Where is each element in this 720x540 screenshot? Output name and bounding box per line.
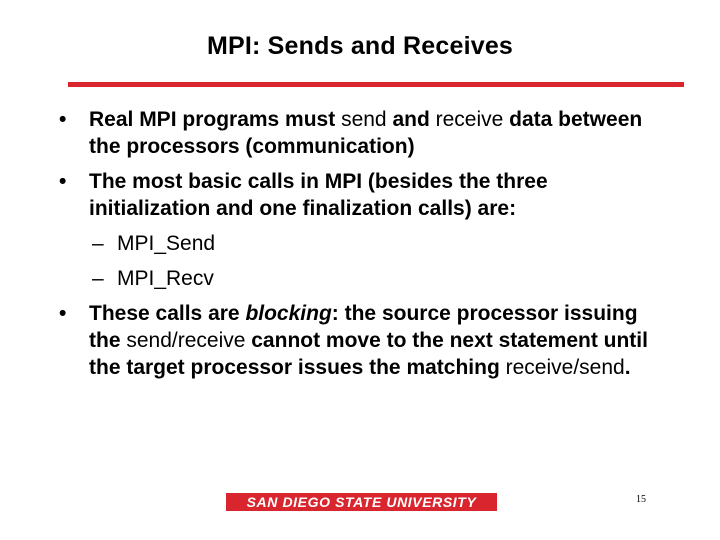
page-number: 15 xyxy=(636,494,646,505)
sub-item-text: MPI_Recv xyxy=(117,267,214,290)
title-divider xyxy=(68,82,684,87)
slide-body xyxy=(56,106,656,389)
bullet-marker: • xyxy=(59,302,67,325)
sub-item xyxy=(56,230,656,257)
slide-title: MPI: Sends and Receives xyxy=(206,32,514,60)
bullet-text: The most basic calls in MPI (besides the three initialization and one finalization calls) are: xyxy=(89,170,548,220)
bullet-item xyxy=(56,106,656,160)
dash-marker: – xyxy=(92,232,104,255)
bullet-item xyxy=(56,168,656,222)
bullet-marker: • xyxy=(59,108,67,131)
sub-item-text: MPI_Send xyxy=(117,232,216,255)
dash-marker: – xyxy=(92,267,104,290)
bullet-text: Real MPI programs must send and receive data between the processors (communication) xyxy=(89,108,643,158)
bullet-marker: • xyxy=(59,170,67,193)
university-logo: SAN DIEGO STATE UNIVERSITY xyxy=(226,493,497,511)
bullet-text: These calls are blocking: the source processor issuing the send/receive cannot move to the next statement until the target processor issues the matching receive/send. xyxy=(89,302,648,379)
bullet-item xyxy=(56,300,656,381)
sub-item xyxy=(56,265,656,292)
